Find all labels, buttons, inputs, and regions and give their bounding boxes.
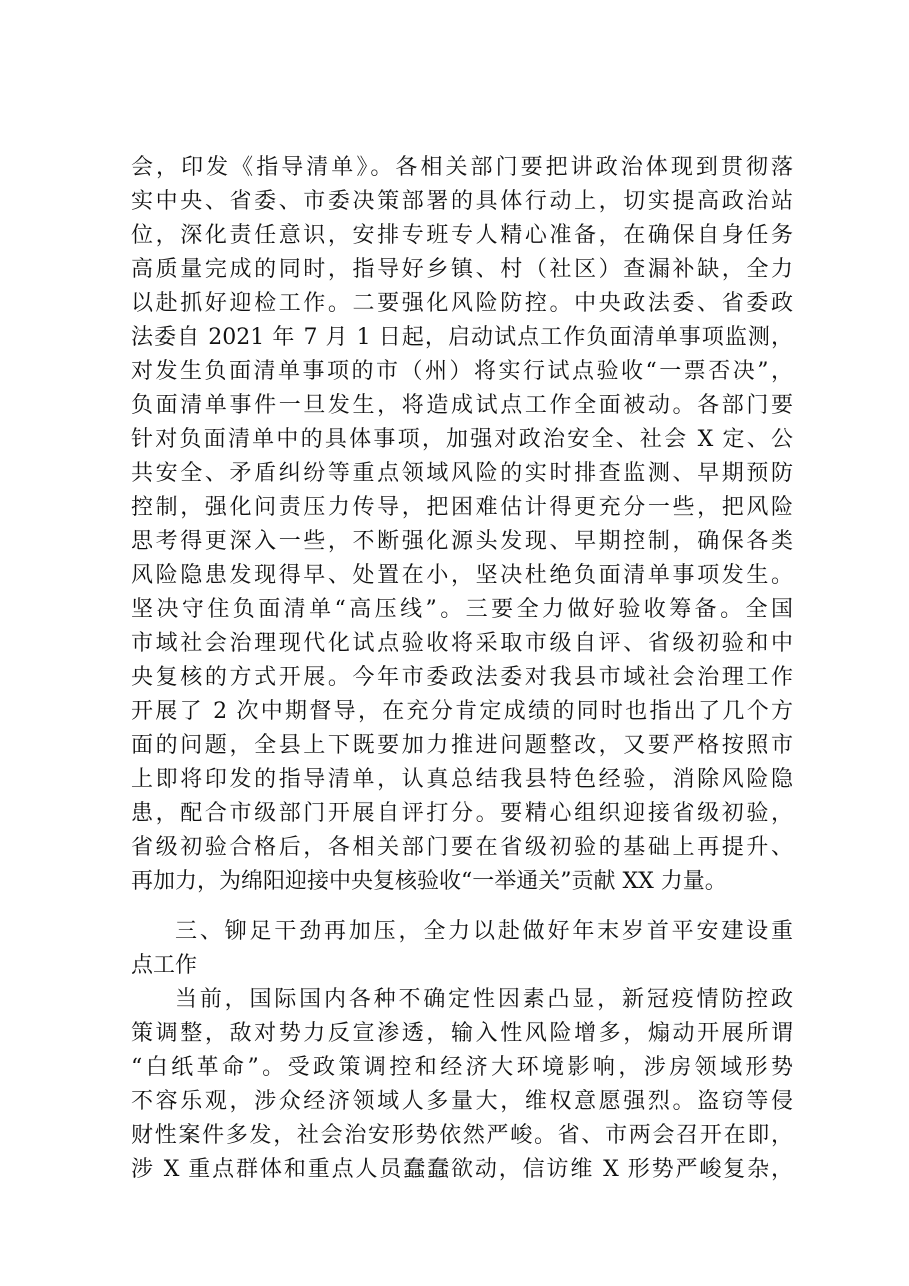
paragraph-line: 上即将印发的指导清单，认真总结我县特色经验，消除风险隐 <box>131 767 793 792</box>
paragraph-line: 再加力，为绵阳迎接中央复核验收“一举通关”贡献 XX 力量。 <box>131 869 727 894</box>
paragraph-line: 以赴抓好迎检工作。二要强化风险防控。中央政法委、省委政 <box>131 291 793 316</box>
paragraph-line: 面的问题，全县上下既要加力推进问题整改，又要严格按照市 <box>131 733 793 758</box>
paragraph-line: 高质量完成的同时，指导好乡镇、村（社区）查漏补缺，全力 <box>131 257 793 282</box>
section-heading <box>131 915 793 983</box>
paragraph-line: 位，深化责任意识，安排专班专人精心准备，在确保自身任务 <box>131 223 793 248</box>
paragraph-line: 共安全、矛盾纠纷等重点领域风险的实时排查监测、早期预防 <box>131 461 793 486</box>
paragraph-line: 对发生负面清单事项的市（州）将实行试点验收“一票否决”， <box>131 359 793 384</box>
paragraph-line: 风险隐患发现得早、处置在小，坚决杜绝负面清单事项发生。 <box>131 563 793 588</box>
paragraph-line: 会，印发《指导清单》。各相关部门要把讲政治体现到贯彻落 <box>131 155 793 180</box>
body-paragraph <box>131 151 793 899</box>
paragraph-line: 负面清单事件一旦发生，将造成试点工作全面被动。各部门要 <box>131 393 793 418</box>
heading-line: 三、铆足干劲再加压，全力以赴做好年末岁首平安建设重 <box>175 919 793 944</box>
paragraph-line: 市域社会治理现代化试点验收将采取市级自评、省级初验和中 <box>131 631 793 656</box>
paragraph-line: 控制，强化问责压力传导，把困难估计得更充分一些，把风险 <box>131 495 793 520</box>
paragraph-line: 针对负面清单中的具体事项，加强对政治安全、社会 X 定、公 <box>131 427 793 452</box>
heading-line: 点工作 <box>131 953 198 978</box>
paragraph-line: 开展了 2 次中期督导，在充分肯定成绩的同时也指出了几个方 <box>131 699 793 724</box>
body-paragraph <box>131 983 793 1187</box>
paragraph-line: 财性案件多发，社会治安形势依然严峻。省、市两会召开在即， <box>131 1123 793 1148</box>
paragraph-line: “白纸革命”。受政策调控和经济大环境影响，涉房领域形势 <box>131 1055 793 1080</box>
paragraph-line: 央复核的方式开展。今年市委政法委对我县市域社会治理工作 <box>131 665 793 690</box>
paragraph-line: 当前，国际国内各种不确定性因素凸显，新冠疫情防控政 <box>175 987 793 1012</box>
paragraph-line: 患，配合市级部门开展自评打分。要精心组织迎接省级初验， <box>131 801 793 826</box>
paragraph-line: 坚决守住负面清单“高压线”。三要全力做好验收筹备。全国 <box>131 597 793 622</box>
paragraph-line: 实中央、省委、市委决策部署的具体行动上，切实提高政治站 <box>131 189 793 214</box>
paragraph-line: 法委自 2021 年 7 月 1 日起，启动试点工作负面清单事项监测， <box>131 325 793 350</box>
paragraph-line: 思考得更深入一些，不断强化源头发现、早期控制，确保各类 <box>131 529 793 554</box>
paragraph-line: 策调整，敌对势力反宣渗透，输入性风险增多，煽动开展所谓 <box>131 1021 793 1046</box>
paragraph-line: 不容乐观，涉众经济领域人多量大，维权意愿强烈。盗窃等侵 <box>131 1089 793 1114</box>
paragraph-line: 涉 X 重点群体和重点人员蠢蠢欲动，信访维 X 形势严峻复杂， <box>131 1157 793 1182</box>
paragraph-line: 省级初验合格后，各相关部门要在省级初验的基础上再提升、 <box>131 835 793 860</box>
